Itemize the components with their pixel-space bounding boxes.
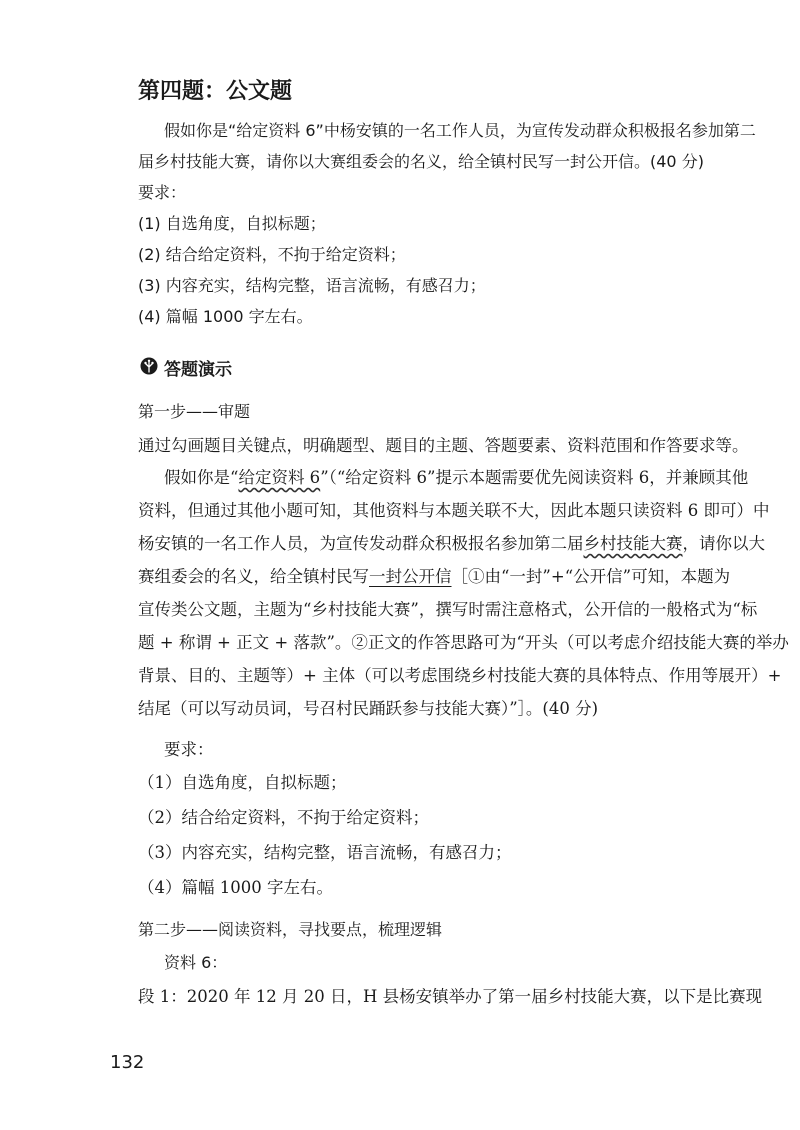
analysis-line-1 bbox=[164, 468, 748, 488]
material-label: 资料 6： bbox=[164, 953, 228, 972]
tree-icon bbox=[140, 357, 158, 375]
question-title: 第四题：公文题 bbox=[138, 79, 293, 104]
page-number: 132 bbox=[110, 1052, 145, 1073]
step1-intro: 通过勾画题目关键点，明确题型、题目的主题、答题要素、资料范围和作答要求等。 bbox=[138, 436, 749, 455]
step2-title: 第二步——阅读资料，寻找要点，梳理逻辑 bbox=[138, 920, 443, 939]
prompt-line-2: 届乡村技能大赛，请你以大赛组委会的名义，给全镇村民写一封公开信。(40 分) bbox=[138, 152, 704, 171]
requirement-item: (4) 篇幅 1000 字左右。 bbox=[138, 307, 313, 326]
requirements-label: 要求： bbox=[138, 183, 187, 202]
demo-requirement-item: （3）内容充实，结构完整，语言流畅，有感召力； bbox=[138, 843, 512, 862]
section-title: 答题演示 bbox=[164, 360, 232, 380]
prompt-line-1: 假如你是“给定资料 6”中杨安镇的一名工作人员，为宣传发动群众积极报名参加第二 bbox=[164, 121, 756, 140]
analysis-line-6: 题 + 称谓 + 正文 + 落款”。②正文的作答思路可为“开头（可以考虑介绍技能大赛的举办 bbox=[138, 633, 789, 652]
material-paragraph-1: 段 1：2020 年 12 月 20 日，H 县杨安镇举办了第一届乡村技能大赛，以下是比赛现 bbox=[138, 987, 763, 1006]
analysis-line-7: 背景、目的、主题等）+ 主体（可以考虑围绕乡村技能大赛的具体特点、作用等展开）+ bbox=[138, 666, 782, 685]
analysis-line-5: 宣传类公文题，主题为“乡村技能大赛”，撰写时需注意格式，公开信的一般格式为“标 bbox=[138, 600, 758, 619]
requirement-item: (1) 自选角度，自拟标题； bbox=[138, 214, 326, 233]
analysis-text: 杨安镇的一名工作人员，为宣传发动群众积极报名参加第二届 bbox=[138, 534, 584, 553]
analysis-text: ［①由“一封”+“公开信”可知，本题为 bbox=[451, 567, 731, 586]
analysis-line-2: 资料，但通过其他小题可知，其他资料与本题关联不大，因此本题只读资料 6 即可）中 bbox=[138, 501, 770, 520]
analysis-text: 假如你是“ bbox=[164, 468, 239, 487]
analysis-line-3 bbox=[138, 534, 765, 554]
analysis-keyword: 给定资料 6 bbox=[238, 468, 321, 487]
requirement-item: (2) 结合给定资料，不拘于给定资料； bbox=[138, 245, 406, 264]
demo-requirements-label: 要求： bbox=[164, 740, 214, 759]
demo-requirement-item: （4）篇幅 1000 字左右。 bbox=[138, 878, 333, 897]
step1-title: 第一步——审题 bbox=[138, 402, 251, 421]
analysis-keyword: 乡村技能大赛 bbox=[583, 534, 683, 553]
analysis-text: ，请你以大 bbox=[682, 534, 765, 553]
requirement-item: (3) 内容充实，结构完整，语言流畅，有感召力； bbox=[138, 276, 486, 295]
analysis-line-8: 结尾（可以写动员词，号召村民踊跃参与技能大赛）”］。(40 分) bbox=[138, 699, 599, 718]
demo-requirement-item: （1）自选角度，自拟标题； bbox=[138, 773, 347, 792]
analysis-text: ”（“给定资料 6”提示本题需要优先阅读资料 6，并兼顾其他 bbox=[320, 468, 749, 487]
analysis-line-4 bbox=[138, 567, 730, 587]
analysis-keyword: 一封公开信 bbox=[369, 567, 452, 586]
demo-requirement-item: （2）结合给定资料，不拘于给定资料； bbox=[138, 808, 429, 827]
analysis-text: 赛组委会的名义，给全镇村民写 bbox=[138, 567, 369, 586]
